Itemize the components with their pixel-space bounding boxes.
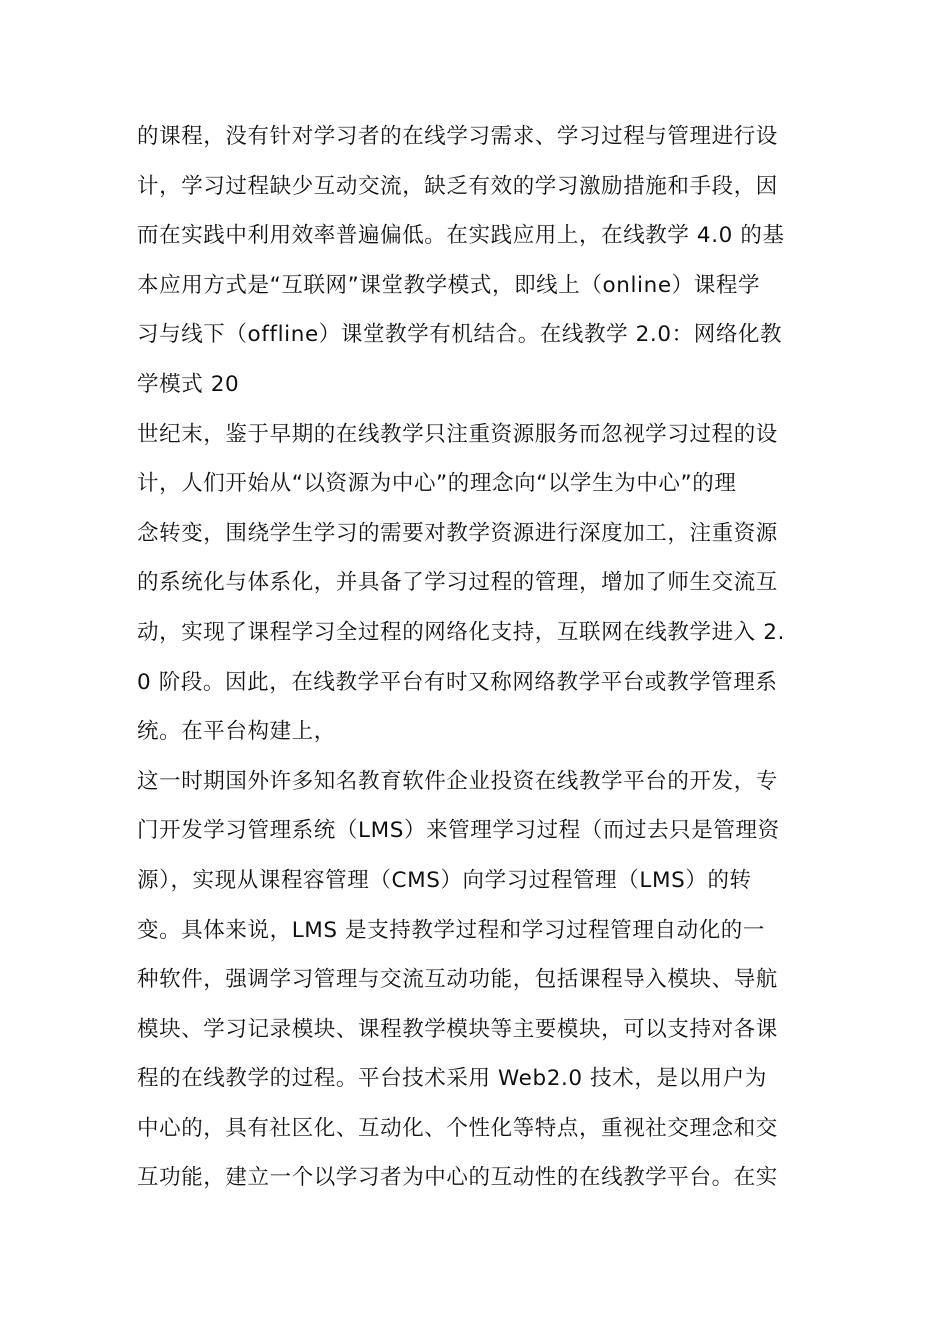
text-line: 种软件，强调学习管理与交流互动功能，包括课程导入模块、导航 (137, 967, 778, 993)
text-line: 学模式 20 (137, 371, 240, 397)
document-body (137, 112, 827, 1203)
text-line: 习与线下（offline）课堂教学有机结合。在线教学 2.0：网络化教 (137, 322, 783, 348)
text-line: 的系统化与体系化，并具备了学习过程的管理，增加了师生交流互 (137, 570, 778, 596)
text-line: 互功能，建立一个以学习者为中心的互动性的在线教学平台。在实 (137, 1165, 778, 1191)
text-line: 计，学习过程缺少互动交流，缺乏有效的学习激励措施和手段，因 (137, 173, 778, 199)
text-line: 世纪末，鉴于早期的在线教学只注重资源服务而忽视学习过程的设 (137, 421, 778, 447)
paragraph-3 (137, 757, 827, 1203)
paragraph-2 (137, 410, 827, 757)
text-line: 统。在平台构建上， (137, 719, 336, 745)
paragraph-1 (137, 112, 827, 410)
text-line: 动，实现了课程学习全过程的网络化支持，互联网在线教学进入 2. (137, 619, 785, 645)
text-line: 计，人们开始从“以资源为中心”的理念向“以学生为中心”的理 (137, 471, 737, 497)
text-line: 的课程，没有针对学习者的在线学习需求、学习过程与管理进行设 (137, 124, 778, 149)
text-line: 0 阶段。因此，在线教学平台有时又称网络教学平台或教学管理系 (137, 669, 778, 695)
text-line: 念转变，围绕学生学习的需要对教学资源进行深度加工，注重资源 (137, 520, 778, 546)
text-line: 这一时期国外许多知名教育软件企业投资在线教学平台的开发，专 (137, 768, 778, 794)
text-line: 程的在线教学的过程。平台技术采用 Web2.0 技术，是以用户为 (137, 1066, 767, 1092)
text-line: 源），实现从课程容管理（CMS）向学习过程管理（LMS）的转 (137, 867, 752, 893)
text-line: 本应用方式是“互联网”课堂教学模式，即线上（online）课程学 (137, 272, 761, 298)
text-line: 而在实践中利用效率普遍偏低。在实践应用上，在线教学 4.0 的基 (137, 223, 785, 249)
text-line: 变。具体来说，LMS 是支持教学过程和学习过程管理自动化的一 (137, 917, 766, 943)
text-line: 模块、学习记录模块、课程教学模块等主要模块，可以支持对各课 (137, 1016, 778, 1042)
text-line: 门开发学习管理系统（LMS）来管理学习过程（而过去只是管理资 (137, 818, 780, 844)
text-line: 中心的，具有社区化、互动化、个性化等特点，重视社交理念和交 (137, 1115, 778, 1141)
